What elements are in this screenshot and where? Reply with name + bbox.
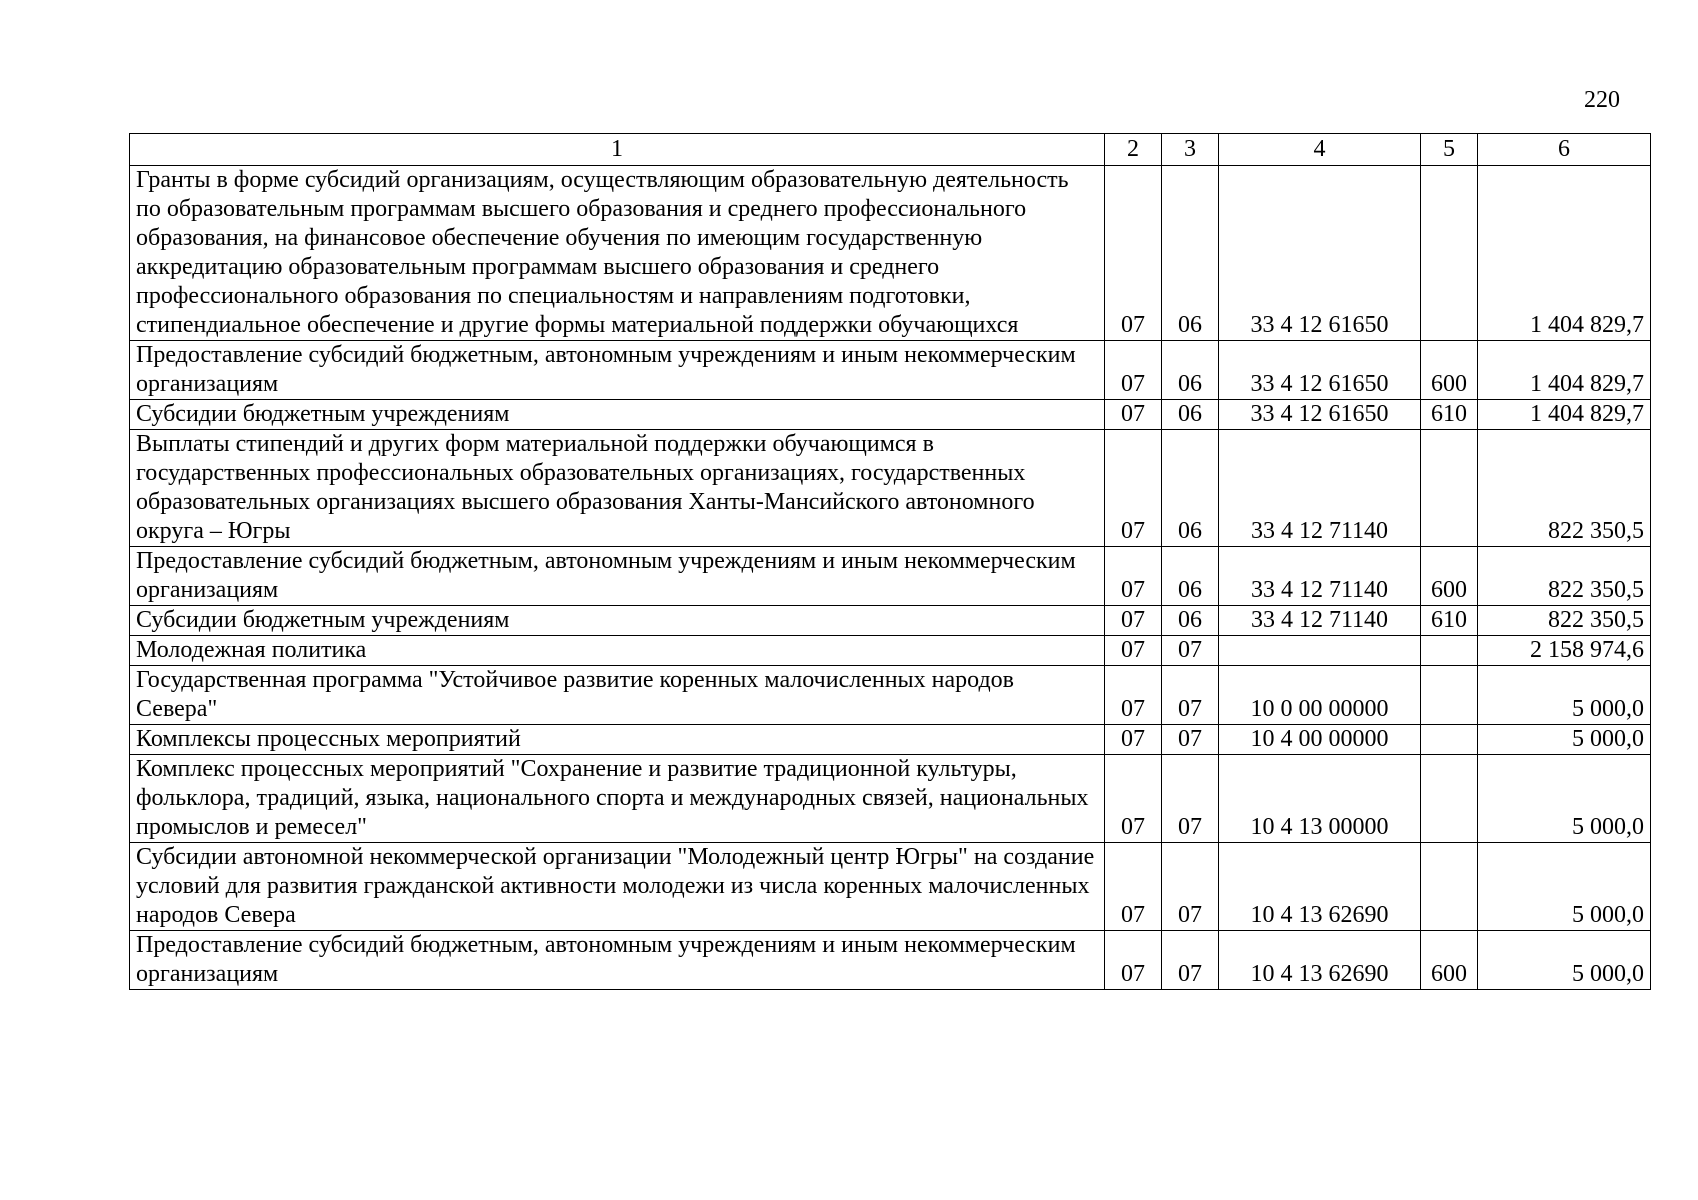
row-target-article-cell: 33 4 12 71140 <box>1219 547 1421 606</box>
row-expense-type-cell <box>1421 755 1478 843</box>
table-row <box>130 636 1651 666</box>
row-name-cell: Субсидии автономной некоммерческой организации "Молодежный центр Югры" на создание условий для развития гражданской активности молодежи из числа коренных малочисленных народов Севера <box>130 843 1105 931</box>
row-subsection-cell: 07 <box>1162 725 1219 755</box>
row-amount-cell: 822 350,5 <box>1478 606 1651 636</box>
row-target-article-cell <box>1219 636 1421 666</box>
row-subsection-cell: 06 <box>1162 400 1219 430</box>
row-amount-cell: 822 350,5 <box>1478 430 1651 547</box>
table-row <box>130 843 1651 931</box>
table-body <box>130 166 1651 990</box>
row-subsection-cell: 06 <box>1162 341 1219 400</box>
row-section-cell: 07 <box>1105 430 1162 547</box>
row-amount-cell: 5 000,0 <box>1478 666 1651 725</box>
row-target-article-cell: 10 4 13 00000 <box>1219 755 1421 843</box>
row-name-cell: Выплаты стипендий и других форм материальной поддержки обучающимся в государственных профессиональных образовательных организациях, государственных образовательных организациях высшего образования Ханты-Мансийского автономного округа – Югры <box>130 430 1105 547</box>
row-expense-type-cell <box>1421 843 1478 931</box>
row-name-cell: Субсидии бюджетным учреждениям <box>130 400 1105 430</box>
table-row <box>130 666 1651 725</box>
header-col-4: 4 <box>1219 134 1421 166</box>
row-name-cell: Предоставление субсидий бюджетным, автономным учреждениям и иным некоммерческим организациям <box>130 341 1105 400</box>
row-expense-type-cell: 610 <box>1421 606 1478 636</box>
row-amount-cell: 5 000,0 <box>1478 843 1651 931</box>
row-section-cell: 07 <box>1105 666 1162 725</box>
row-expense-type-cell <box>1421 636 1478 666</box>
budget-table <box>129 133 1651 990</box>
row-target-article-cell: 33 4 12 61650 <box>1219 166 1421 341</box>
row-amount-cell: 5 000,0 <box>1478 725 1651 755</box>
table-row <box>130 931 1651 990</box>
row-name-cell: Молодежная политика <box>130 636 1105 666</box>
row-expense-type-cell <box>1421 166 1478 341</box>
row-amount-cell: 5 000,0 <box>1478 755 1651 843</box>
row-expense-type-cell: 600 <box>1421 547 1478 606</box>
table-row <box>130 430 1651 547</box>
row-section-cell: 07 <box>1105 606 1162 636</box>
row-target-article-cell: 33 4 12 71140 <box>1219 430 1421 547</box>
row-subsection-cell: 07 <box>1162 636 1219 666</box>
row-name-cell: Предоставление субсидий бюджетным, автономным учреждениям и иным некоммерческим организациям <box>130 547 1105 606</box>
row-expense-type-cell: 600 <box>1421 341 1478 400</box>
row-section-cell: 07 <box>1105 400 1162 430</box>
row-name-cell: Предоставление субсидий бюджетным, автономным учреждениям и иным некоммерческим организациям <box>130 931 1105 990</box>
row-expense-type-cell <box>1421 666 1478 725</box>
row-section-cell: 07 <box>1105 547 1162 606</box>
row-subsection-cell: 07 <box>1162 931 1219 990</box>
header-row <box>130 134 1651 166</box>
row-target-article-cell: 10 4 13 62690 <box>1219 843 1421 931</box>
row-target-article-cell: 10 4 13 62690 <box>1219 931 1421 990</box>
header-col-3: 3 <box>1162 134 1219 166</box>
row-amount-cell: 822 350,5 <box>1478 547 1651 606</box>
row-subsection-cell: 06 <box>1162 166 1219 341</box>
table-row <box>130 725 1651 755</box>
row-name-cell: Комплексы процессных мероприятий <box>130 725 1105 755</box>
row-section-cell: 07 <box>1105 755 1162 843</box>
row-target-article-cell: 33 4 12 71140 <box>1219 606 1421 636</box>
row-target-article-cell: 33 4 12 61650 <box>1219 400 1421 430</box>
row-name-cell: Субсидии бюджетным учреждениям <box>130 606 1105 636</box>
header-col-1: 1 <box>130 134 1105 166</box>
row-subsection-cell: 07 <box>1162 843 1219 931</box>
row-expense-type-cell <box>1421 725 1478 755</box>
row-subsection-cell: 06 <box>1162 430 1219 547</box>
row-section-cell: 07 <box>1105 931 1162 990</box>
row-expense-type-cell: 610 <box>1421 400 1478 430</box>
row-amount-cell: 1 404 829,7 <box>1478 400 1651 430</box>
table-row <box>130 166 1651 341</box>
row-amount-cell: 2 158 974,6 <box>1478 636 1651 666</box>
row-section-cell: 07 <box>1105 341 1162 400</box>
row-amount-cell: 1 404 829,7 <box>1478 341 1651 400</box>
table-header <box>130 134 1651 166</box>
row-subsection-cell: 07 <box>1162 666 1219 725</box>
header-col-2: 2 <box>1105 134 1162 166</box>
page-number: 220 <box>1584 87 1620 113</box>
row-section-cell: 07 <box>1105 725 1162 755</box>
row-name-cell: Комплекс процессных мероприятий "Сохранение и развитие традиционной культуры, фольклора, традиций, языка, национального спорта и международных связей, национальных промыслов и ремесел" <box>130 755 1105 843</box>
row-section-cell: 07 <box>1105 166 1162 341</box>
header-col-6: 6 <box>1478 134 1651 166</box>
row-subsection-cell: 07 <box>1162 755 1219 843</box>
row-name-cell: Гранты в форме субсидий организациям, осуществляющим образовательную деятельность по образовательным программам высшего образования и среднего профессионального образования, на финансовое обеспечение обучения по имеющим государственную аккредитацию образовательным программам высшего образования и среднего профессионального образования по специальностям и направлениям подготовки, стипендиальное обеспечение и другие формы материальной поддержки обучающихся <box>130 166 1105 341</box>
row-expense-type-cell: 600 <box>1421 931 1478 990</box>
row-amount-cell: 1 404 829,7 <box>1478 166 1651 341</box>
row-section-cell: 07 <box>1105 636 1162 666</box>
row-target-article-cell: 33 4 12 61650 <box>1219 341 1421 400</box>
row-subsection-cell: 06 <box>1162 606 1219 636</box>
row-target-article-cell: 10 4 00 00000 <box>1219 725 1421 755</box>
row-section-cell: 07 <box>1105 843 1162 931</box>
row-amount-cell: 5 000,0 <box>1478 931 1651 990</box>
table-row <box>130 400 1651 430</box>
row-subsection-cell: 06 <box>1162 547 1219 606</box>
row-expense-type-cell <box>1421 430 1478 547</box>
table-row <box>130 606 1651 636</box>
table-row <box>130 755 1651 843</box>
table-row <box>130 341 1651 400</box>
table-row <box>130 547 1651 606</box>
row-target-article-cell: 10 0 00 00000 <box>1219 666 1421 725</box>
header-col-5: 5 <box>1421 134 1478 166</box>
row-name-cell: Государственная программа "Устойчивое развитие коренных малочисленных народов Севера" <box>130 666 1105 725</box>
